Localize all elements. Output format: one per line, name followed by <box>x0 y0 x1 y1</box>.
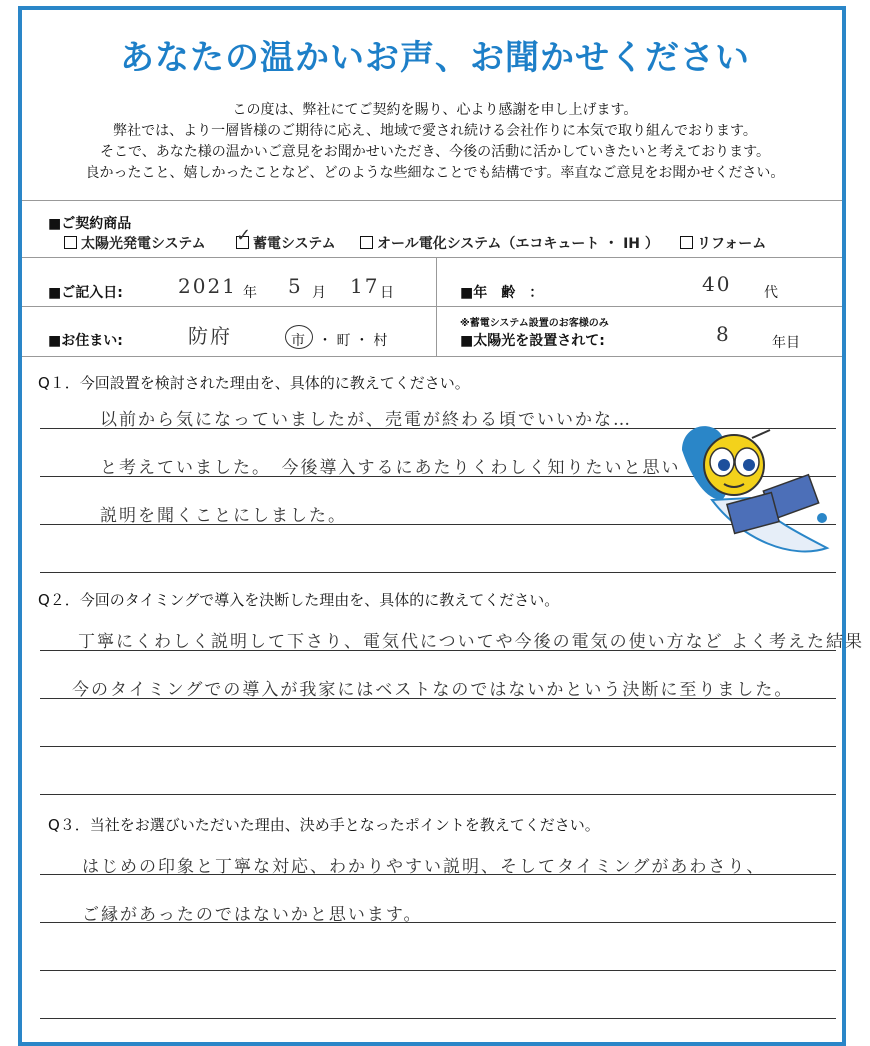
solar-value[interactable]: 8 <box>716 322 731 346</box>
date-label: ■ご記入日: <box>48 285 123 301</box>
mascot-icon <box>672 420 832 570</box>
day-unit: 日 <box>380 285 394 301</box>
date-year[interactable]: 2021 <box>178 274 237 298</box>
divider <box>22 306 842 307</box>
answer-line <box>40 922 836 923</box>
answer-line <box>40 746 836 747</box>
intro-line: 良かったこと、嬉しかったことなど、どのような些細なことでも結構です。率直なご意見をお聞かせください。 <box>85 165 785 181</box>
option-label: オール電化システム（エコキュート ・ IH ） <box>377 236 659 252</box>
divider <box>22 356 842 357</box>
answer-line <box>40 572 836 573</box>
option-label: リフォーム <box>697 236 767 252</box>
answer-line <box>40 794 836 795</box>
solar-note: ※蓄電システム設置のお客様のみ <box>460 318 609 329</box>
age-value[interactable]: 40 <box>702 272 732 296</box>
answer-line <box>40 698 836 699</box>
question-1: Q１．今回設置を検討された理由を、具体的に教えてください。 <box>38 374 470 392</box>
check-mark-icon: ✓ <box>236 225 252 246</box>
answer-line <box>40 874 836 875</box>
page-title: あなたの温かいお声、お聞かせください <box>120 38 750 78</box>
contract-label: ■ご契約商品 <box>48 216 132 232</box>
checkbox[interactable] <box>680 236 693 249</box>
age-label: ■年 齢 ： <box>460 285 544 301</box>
checkbox[interactable] <box>64 236 77 249</box>
answer-3-line[interactable]: はじめの印象と丁寧な対応、わかりやすい説明、そしてタイミングがあわさり、 <box>82 857 766 877</box>
answer-line <box>40 1018 836 1019</box>
option-storage[interactable] <box>236 225 336 253</box>
question-3: Q３．当社をお選びいただいた理由、決め手となったポイントを教えてください。 <box>48 816 600 834</box>
address-city: 市 <box>291 333 305 349</box>
answer-line <box>40 650 836 651</box>
answer-3-line[interactable]: ご縁があったのではないかと思います。 <box>82 905 423 925</box>
address-label: ■お住まい: <box>48 333 123 349</box>
divider <box>22 257 842 258</box>
answer-2-line[interactable]: 今のタイミングでの導入が我家にはベストなのではないかという決断に至りました。 <box>72 680 794 700</box>
option-all-electric[interactable] <box>360 233 659 253</box>
intro-line: そこで、あなた様の温かいご意見をお聞かせいただき、今後の活動に活かしていきたいと考えております。 <box>99 144 771 160</box>
answer-1-line[interactable]: と考えていました。 今後導入するにあたりくわしく知りたいと思い <box>100 458 681 478</box>
question-2: Q２．今回のタイミングで導入を決断した理由を、具体的に教えてください。 <box>38 591 560 609</box>
option-label: 蓄電システム <box>253 236 336 252</box>
age-unit: 代 <box>764 285 778 301</box>
option-label: 太陽光発電システム <box>81 236 206 252</box>
divider <box>22 200 842 201</box>
answer-1-line[interactable]: 説明を聞くことにしました。 <box>100 506 347 526</box>
solar-unit: 年目 <box>772 335 800 351</box>
divider-vertical <box>436 257 437 356</box>
address-value[interactable]: 防府 <box>188 324 232 348</box>
option-reform[interactable] <box>680 233 766 253</box>
answer-2-line[interactable]: 丁寧にくわしく説明して下さり、電気代についてや今後の電気の使い方など よく考えた結果 <box>78 632 865 652</box>
option-solar[interactable] <box>64 233 206 253</box>
answer-line <box>40 970 836 971</box>
date-day[interactable]: 17 <box>350 274 380 298</box>
intro-line: この度は、弊社にてご契約を賜り、心より感謝を申し上げます。 <box>232 102 638 118</box>
date-month[interactable]: 5 <box>288 274 303 298</box>
year-unit: 年 <box>243 285 257 301</box>
answer-1-line[interactable]: 以前から気になっていましたが、売電が終わる頃でいいかな… <box>100 410 632 430</box>
checkbox[interactable] <box>360 236 373 249</box>
month-unit: 月 <box>312 285 326 301</box>
checkbox-checked[interactable] <box>236 225 252 249</box>
solar-label: ■太陽光を設置されて: <box>460 333 605 349</box>
address-rest: ・ 町 ・ 村 <box>318 333 388 349</box>
intro-line: 弊社では、より一層皆様のご期待に応え、地域で愛され続ける会社作りに本気で取り組んでおります。 <box>113 123 757 139</box>
intro-text <box>0 100 870 184</box>
